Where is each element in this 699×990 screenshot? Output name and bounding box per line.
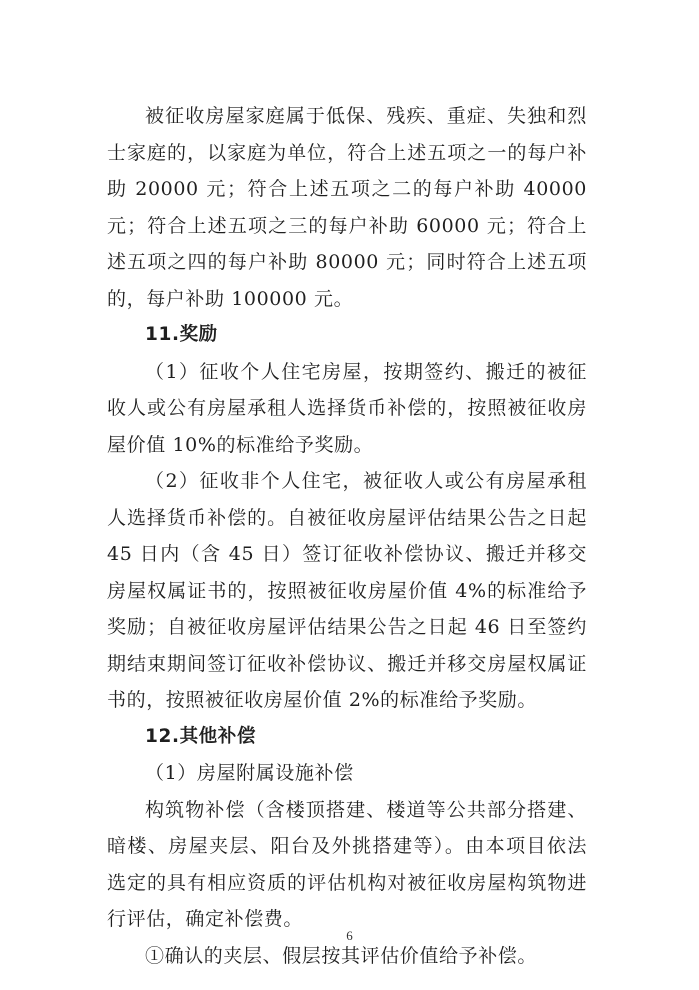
paragraph-mezzanine-compensation: ①确认的夹层、假层按其评估价值给予补偿。 (145, 944, 538, 967)
section-heading-reward: 11.奖励 (145, 324, 218, 345)
section-heading-other-compensation: 12.其他补偿 (145, 725, 256, 747)
document-body (107, 98, 587, 974)
paragraph-special-household-subsidy: 被征收房屋家庭属于低保、残疾、重症、失独和烈士家庭的，以家庭为单位，符合上述五项之一的每户补助 20000 元；符合上述五项之二的每户补助 40000 元；符合上述五项之三的每户补助 60000 元；符合上述五项之四的每户补助 80000 元；同时符合上述五项的，每户补助 100000 元。 (107, 105, 587, 310)
paragraph-non-residential-reward: （2）征收非个人住宅，被征收人或公有房屋承租人选择货币补偿的。自被征收房屋评估结果公告之日起 45 日内（含 45 日）签订征收补偿协议、搬迁并移交房屋权属证书的，按照被征收房屋价值 4%的标准给予奖励；自被征收房屋评估结果公告之日起 46 日至签约期结束期间签订征收补偿协议、搬迁并移交房屋权属证书的，按照被征收房屋价值 2%的标准给予奖励。 (107, 470, 587, 711)
paragraph-residential-reward: （1）征收个人住宅房屋，按期签约、搬迁的被征收人或公有房屋承租人选择货币补偿的，按照被征收房屋价值 10%的标准给予奖励。 (107, 360, 587, 456)
paragraph-ancillary-facilities: （1）房屋附属设施补偿 (145, 762, 354, 784)
page-number: 6 (346, 928, 353, 943)
paragraph-structures-compensation: 构筑物补偿（含楼顶搭建、楼道等公共部分搭建、暗楼、房屋夹层、阳台及外挑搭建等）。由本项目依法选定的具有相应资质的评估机构对被征收房屋构筑物进行评估，确定补偿费。 (107, 798, 587, 930)
